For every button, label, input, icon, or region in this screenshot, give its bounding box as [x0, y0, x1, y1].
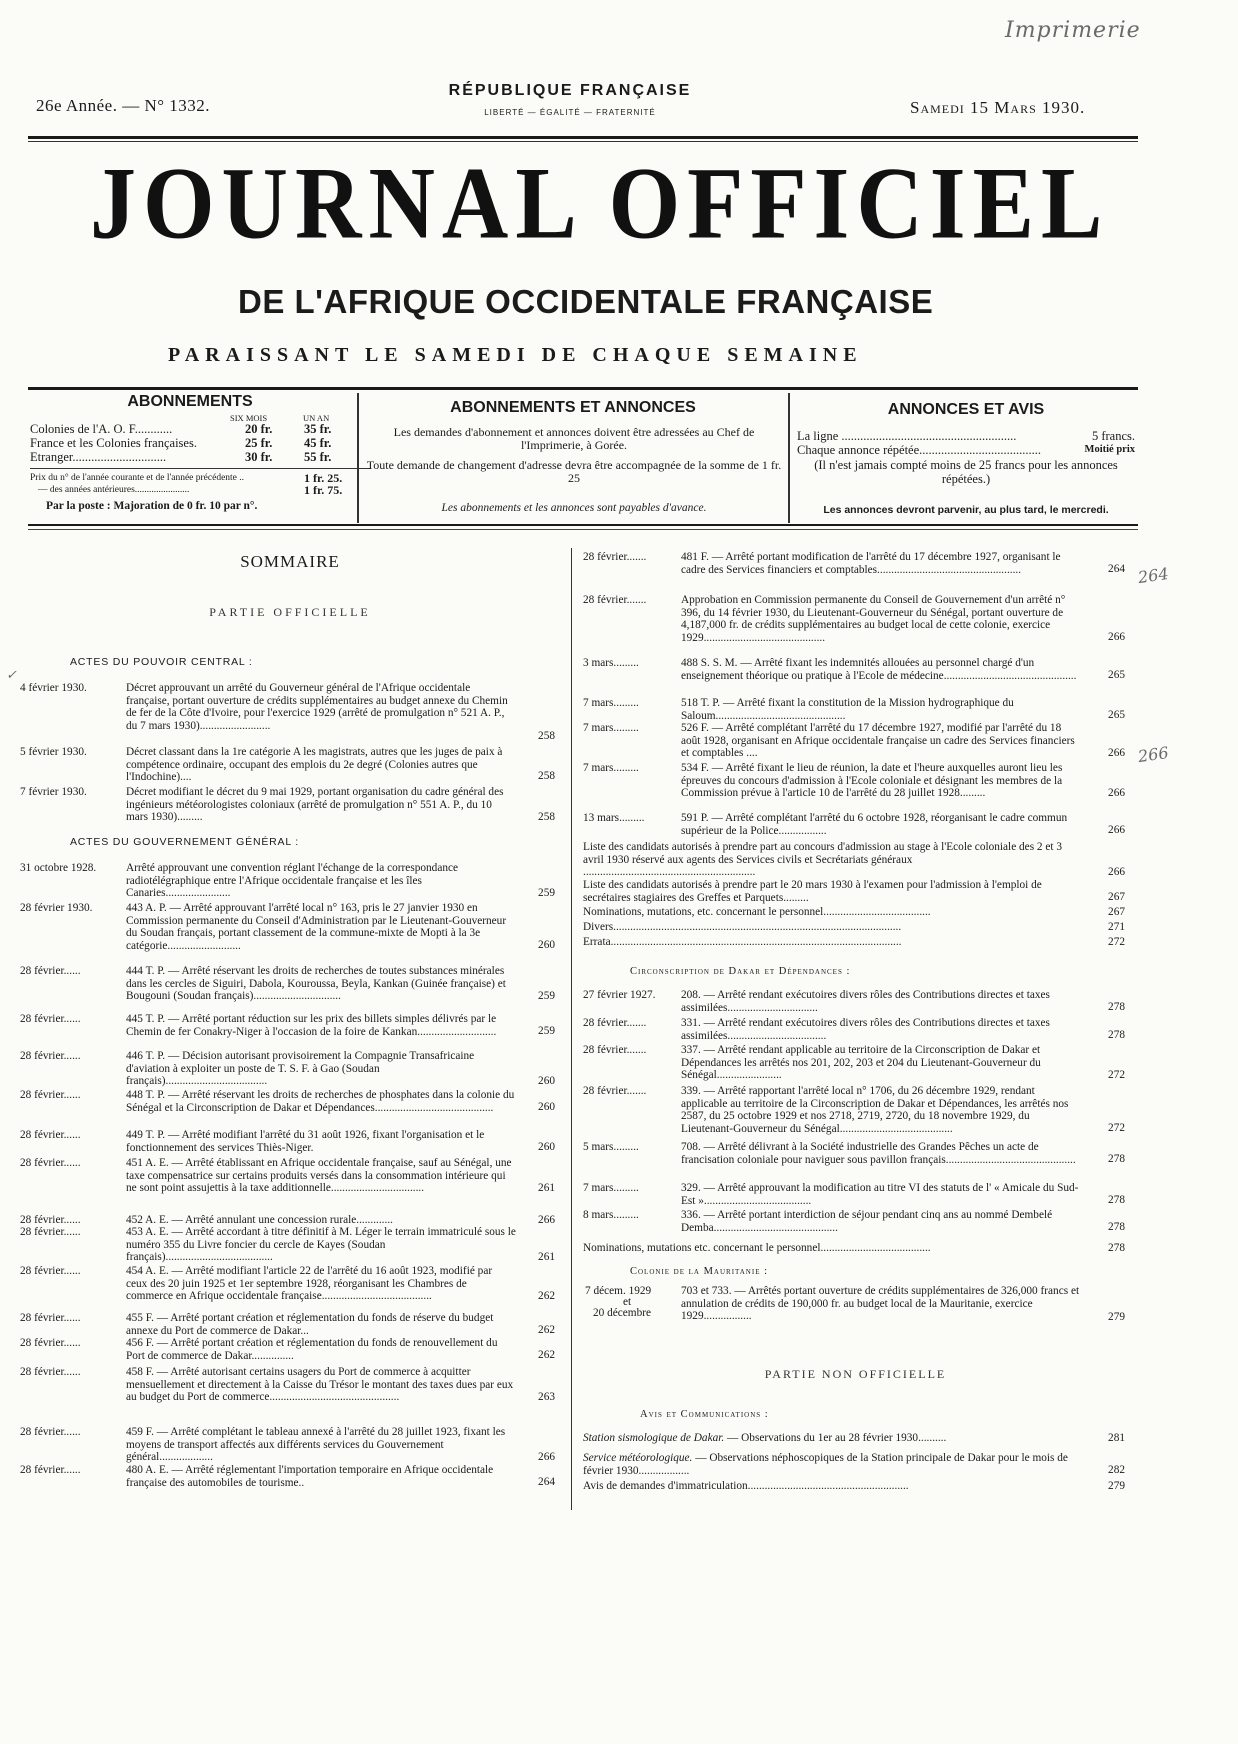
entry-text: 329. — Arrêté approuvant la modification au titre VI des statuts de l' « Amicale du Sud-Est »......................................	[681, 1182, 1079, 1207]
section-pouvoir-central: ACTES DU POUVOIR CENTRAL :	[70, 656, 253, 668]
entry-text: 454 A. E. — Arrêté modifiant l'article 22 de l'arrêté du 16 août 1923, modifié par ceux des 20 juin 1925 et 1er septembre 1928, réorganisant les Chambres de commerce en Afrique occidentale française.......................................	[126, 1265, 493, 1303]
entry-text: 488 S. S. M. — Arrêté fixant les indemnités allouées au personnel chargé d'un enseignement théorique ou pratique à l'Ecole de médecine...............................................	[681, 657, 1077, 682]
section-mauritanie: Colonie de la Mauritanie :	[630, 1266, 769, 1277]
row-an: 45 fr.	[304, 436, 332, 450]
entry-text: 518 T. P. — Arrêté fixant la constitution de la Mission hydrographique du Saloum..............................................	[681, 697, 1014, 722]
entry-page: 265	[1108, 669, 1125, 681]
tarif-repetee-label: Chaque annonce répétée.......................................	[797, 443, 1042, 457]
entry-date: 8 mars.........	[583, 1209, 639, 1221]
entry-date: 5 février 1930.	[20, 746, 87, 758]
box-abonnements	[30, 393, 370, 521]
entry-text: 455 F. — Arrêté portant création et réglementation du fonds de réserve du budget annexe du Port de commerce de Dakar...	[126, 1312, 494, 1337]
entry-text: 458 F. — Arrêté autorisant certains usagers du Port de commerce à acquitter mensuellement et directement à la Caisse du Trésor le montant des taxes dues par eux au budget du Port de commerce..............................................	[126, 1366, 514, 1404]
partie-officielle-title: PARTIE OFFICIELLE	[209, 605, 371, 619]
entry-page: 278	[1108, 1153, 1125, 1165]
entry-text: 451 A. E. — Arrêté établissant en Afrique occidentale française, sauf au Sénégal, une taxe compensatrice sur certains produits versés dans la consommation intérieure qui ne sont point assujettis à la taxe additionnelle.................................	[126, 1157, 512, 1195]
masthead-title: JOURNAL OFFICIEL	[90, 145, 1110, 261]
entry-date: 27 février 1927.	[583, 989, 656, 1001]
entry-text: 456 F. — Arrêté portant création et réglementation du fonds de renouvellement du Port de commerce de Dakar...............	[126, 1337, 498, 1362]
entry-date-3: 20 décembre	[593, 1307, 652, 1319]
entry-date: 13 mars.........	[583, 812, 645, 824]
row-label: Etranger..............................	[30, 450, 167, 464]
box-divider-1	[357, 393, 359, 523]
entry-page: 258	[538, 770, 555, 782]
entry-page: 282	[1108, 1464, 1125, 1476]
entry-date: 28 février.......	[583, 594, 647, 606]
entry-text: 708. — Arrêté délivrant à la Société industrielle des Grandes Pêches un acte de francisation coloniale pour naviguer sous pavillon français..............................................	[681, 1141, 1076, 1166]
prix-courante-value: 1 fr. 25.	[304, 471, 343, 485]
entry-page: 262	[538, 1324, 555, 1336]
entry-page: 260	[538, 939, 555, 951]
abonnements-rows	[30, 422, 370, 464]
entry-date: 28 février......	[20, 1129, 81, 1141]
entry-text: 452 A. E. — Arrêté annulant une concession rurale.............	[126, 1214, 393, 1226]
entry-date: 3 mars.........	[583, 657, 639, 669]
entry-text: Décret modifiant le décret du 9 mai 1929, portant organisation du cadre général des ingénieurs météorologistes coloniaux (arrêté de promulgation n° 551 A. P., du 10 mars 1930).........	[126, 786, 504, 824]
entry-page: 278	[1108, 1029, 1125, 1041]
tarif-minimum: (Il n'est jamais compté moins de 25 francs pour les annonces répétées.)	[814, 458, 1118, 486]
prix-numeros	[30, 472, 370, 496]
column-separator	[571, 548, 572, 1510]
boxes-rule-top	[28, 387, 1138, 390]
entry-page: 266	[1108, 824, 1125, 836]
entry-text: Errata.......................................................................................................	[583, 936, 902, 948]
entry-date: 7 mars.........	[583, 762, 639, 774]
entry-page: 258	[538, 811, 555, 823]
row-six: 25 fr.	[245, 436, 273, 450]
entry-page: 271	[1108, 921, 1125, 933]
poste-majoration: Par la poste : Majoration de 0 fr. 10 par n°.	[46, 500, 258, 512]
entry-page: 263	[538, 1391, 555, 1403]
tarif-ligne-value: 5 francs.	[1089, 429, 1135, 443]
prix-anterieures-value: 1 fr. 75.	[304, 483, 343, 497]
abonnement-row	[30, 436, 370, 450]
motto: LIBERTÉ — ÉGALITÉ — FRATERNITÉ	[484, 108, 656, 117]
entry-page: 278	[1108, 1001, 1125, 1013]
entry-text: 591 P. — Arrêté complétant l'arrêté du 6 octobre 1928, réorganisant le cadre commun supérieur de la Police.................	[681, 812, 1068, 837]
entry-date: 28 février.......	[583, 1085, 647, 1097]
section-gouvernement-general: ACTES DU GOUVERNEMENT GÉNÉRAL :	[70, 836, 300, 848]
row-six: 30 fr.	[245, 450, 273, 464]
entry-text: 449 T. P. — Arrêté modifiant l'arrêté du 31 août 1926, fixant l'organisation et le fonctionnement des services Thiès-Niger.	[126, 1129, 485, 1154]
abonnement-row	[30, 422, 370, 436]
row-label: Colonies de l'A. O. F............	[30, 422, 173, 436]
entry-page: 266	[1108, 866, 1125, 878]
entry-date: 28 février 1930.	[20, 902, 93, 914]
sommaire-entry	[20, 682, 555, 742]
entry-date: 28 février......	[20, 1366, 81, 1378]
entry-page: 272	[1108, 1069, 1125, 1081]
header-rule-top-2	[28, 141, 1138, 142]
entry-text: 446 T. P. — Décision autorisant provisoirement la Compagnie Transafricaine d'aviation à exploiter un poste de T. S. F. à Gao (Soudan français)....................................	[126, 1050, 475, 1088]
entry-page: 264	[538, 1476, 555, 1488]
entry-page: 279	[1108, 1311, 1125, 1323]
entry-page: 262	[538, 1290, 555, 1302]
entry-page: 264	[1108, 563, 1125, 575]
entry-text: Nominations, mutations, etc. concernant le personnel......................................	[583, 906, 931, 918]
entry-text: 526 F. — Arrêté complétant l'arrêté du 17 décembre 1927, modifié par l'arrêté du 18 août 1928, organisant en Afrique occidentale française un cadre des Services financiers et comptables ....	[681, 722, 1075, 760]
boxes-rule-bottom	[28, 524, 1138, 526]
prix-anterieures-label: — des années antérieures.......................	[38, 485, 190, 495]
abonnements-divider	[30, 468, 370, 469]
entry-page: 278	[1108, 1194, 1125, 1206]
entry-text: 445 T. P. — Arrêté portant réduction sur les prix des billets simples délivrés par le Chemin de fer Conakry-Niger à l'occasion de la foire de Kankan............................	[126, 1013, 497, 1038]
entry-page: 278	[1108, 1221, 1125, 1233]
partie-non-officielle-title: PARTIE NON OFFICIELLE	[764, 1367, 947, 1381]
col-six-mois: SIX MOIS	[230, 413, 268, 423]
entry-text: 703 et 733. — Arrêtés portant ouverture de crédits supplémentaires de 326,000 francs et annulation de crédits de 190,000 fr. au budget local de la Mauritanie, exercice 1929.................	[681, 1285, 1080, 1323]
entry-date: 28 février......	[20, 1337, 81, 1349]
republic-label: RÉPUBLIQUE FRANÇAISE	[448, 82, 692, 99]
box-abonnements-annonces-title: ABONNEMENTS ET ANNONCES	[450, 399, 696, 416]
entry-label: Service météorologique.	[583, 1452, 696, 1464]
entry-page: 267	[1108, 906, 1125, 918]
header-rule-top	[28, 136, 1138, 139]
tarif-ligne-label: La ligne ........................................................	[797, 429, 1017, 443]
entry-text: Décret classant dans la 1re catégorie A les magistrats, autres que les juges de paix à compétence ordinaire, occupant des emplois du 2e degré (Colonies autres que l'Indochine)....	[126, 746, 503, 784]
sommaire-entry	[20, 746, 555, 786]
entry-page: 266	[538, 1214, 555, 1226]
entry-page: 266	[1108, 631, 1125, 643]
entry-date: 28 février.......	[583, 551, 647, 563]
entry-text: 448 T. P. — Arrêté réservant les droits de recherches de phosphates dans la colonie du Sénégal et la Circonscription de Dakar et Dépendances..........................................	[126, 1089, 515, 1114]
entry-page: 259	[538, 1025, 555, 1037]
box-annonces-avis-title: ANNONCES ET AVIS	[887, 401, 1045, 418]
entry-page: 281	[1108, 1432, 1125, 1444]
entry-date: 28 février......	[20, 965, 81, 977]
entry-date: 28 février.......	[583, 1044, 647, 1056]
entry-text: 337. — Arrêté rendant applicable au territoire de la Circonscription de Dakar et Dépendances les arrêtés nos 201, 202, 203 et 204 du Lieutenant-Gouverneur du Sénégal.......................	[681, 1044, 1041, 1082]
entry-text: 443 A. P. — Arrêté approuvant l'arrêté local n° 163, pris le 27 janvier 1930 en Commission permanente du Conseil d'Administration par le Lieutenant-Gouverneur du Soudan français, portant classement de la commune-mixte de Mopti à la 3e catégorie..........................	[126, 902, 507, 952]
issue-number: 26e Année. — N° 1332.	[36, 96, 211, 115]
entry-page: 259	[538, 887, 555, 899]
tarif-ligne	[797, 429, 1135, 443]
tarif-delai: Les annonces devront parvenir, au plus tard, le mercredi.	[823, 504, 1109, 516]
entry-date: 5 mars.........	[583, 1141, 639, 1153]
entry-text: Station sismologique de Dakar. — Observations du 1er au 28 février 1930..........	[583, 1432, 947, 1444]
handwritten-margin-mark: ✓	[6, 668, 17, 683]
entry-page: 260	[538, 1075, 555, 1087]
entry-date: 7 mars.........	[583, 1182, 639, 1194]
entry-date: 28 février.......	[583, 1017, 647, 1029]
entry-text: Décret approuvant un arrêté du Gouverneur général de l'Afrique occidentale française, portant ouverture de crédits supplémentaires au budget annexe du Chemin de fer de la Côte d'Ivoire, pour l'exercice 1929 (arrêté de promulgation n° 521 A. P., du 7 mars 1930).........................	[126, 682, 508, 732]
entry-date: 28 février......	[20, 1464, 81, 1476]
entry-text: 208. — Arrêté rendant exécutoires divers rôles des Contributions directes et taxes assimilées................................	[681, 989, 1050, 1014]
issue-date: Samedi 15 Mars 1930.	[910, 98, 1086, 117]
entry-page: 279	[1108, 1480, 1125, 1492]
abonnement-row	[30, 450, 370, 464]
entry-page: 266	[1108, 787, 1125, 799]
entry-text: 444 T. P. — Arrêté réservant les droits de recherches de toutes substances minérales dans les cercles de Siguiri, Dabola, Kouroussa, Beyla, Kankan (Guinée française) et Bougouni (Soudan français)...............................	[126, 965, 506, 1003]
entry-date: 28 février......	[20, 1214, 81, 1226]
entry-date-1: 7 décem. 1929	[585, 1285, 652, 1297]
entry-date: 7 mars.........	[583, 697, 639, 709]
entry-text: Divers......................................................................................................	[583, 921, 902, 933]
boxes-rule-bottom-2	[28, 529, 1138, 530]
entry-page: 260	[538, 1101, 555, 1113]
row-label: France et les Colonies françaises.	[30, 436, 197, 450]
entry-date-2: et	[623, 1296, 632, 1308]
annonces-adresse: Les demandes d'abonnement et annonces doivent être adressées au Chef de l'Imprimerie, à Gorée.	[393, 425, 755, 452]
entry-page: 261	[538, 1182, 555, 1194]
row-six: 20 fr.	[245, 422, 273, 436]
entry-page: 262	[538, 1349, 555, 1361]
entry-text: Approbation en Commission permanente du Conseil de Gouvernement d'un arrêté n° 396, du 14 février 1930, du Lieutenant-Gouverneur du Sénégal, portant ouverture de 4,187,000 fr. de crédits supplémentaires au budget local de cette colonie, exercice 1929...........................................	[681, 594, 1066, 644]
entry-text: Nominations, mutations etc. concernant le personnel.......................................	[583, 1242, 931, 1254]
entry-text: 480 A. E. — Arrêté réglementant l'importation temporaire en Afrique occidentale française des automobiles de tourisme..	[126, 1464, 494, 1489]
entry-date: 28 février......	[20, 1157, 81, 1169]
tarif-repetee-value: Moitié prix	[1082, 443, 1135, 457]
entry-date: 4 février 1930.	[20, 682, 87, 694]
entry-page: 272	[1108, 1122, 1125, 1134]
entry-text: Service météorologique. — Observations néphoscopiques de la Station principale de Dakar pour le mois de février 1930..................	[583, 1452, 1068, 1477]
tarif-repetee	[797, 443, 1135, 457]
section-avis: Avis et Communications :	[640, 1409, 769, 1420]
entry-page: 266	[1108, 747, 1125, 759]
entry-date: 7 février 1930.	[20, 786, 87, 798]
entry-text: 453 A. E. — Arrêté accordant à titre définitif à M. Léger le terrain immatriculé sous le numéro 355 du Livre foncier du cercle de Kayes (Soudan français)......................................	[126, 1226, 516, 1264]
sommaire-entry	[583, 1285, 1128, 1327]
section-dakar: Circonscription de Dakar et Dépendances :	[630, 966, 851, 977]
row-an: 55 fr.	[304, 450, 332, 464]
entry-page: 258	[538, 730, 555, 742]
entry-text: Arrêté approuvant une convention réglant l'échange de la correspondance radiotélégraphique entre l'Afrique occidentale française et les îles Canaries.......................	[126, 862, 459, 900]
handwritten-margin-note: 266	[1136, 742, 1170, 767]
entry-text: 534 F. — Arrêté fixant le lieu de réunion, la date et l'heure auxquelles auront lieu les épreuves du concours d'admission à l'Ecole coloniale et désignant les membres de la Commission prévue à l'article 10 de l'arrêté du 28 juillet 1928.........	[681, 762, 1063, 800]
row-an: 35 fr.	[304, 422, 332, 436]
entry-page: 259	[538, 990, 555, 1002]
annonces-payables: Les abonnements et les annonces sont payables d'avance.	[441, 502, 707, 514]
sommaire-title: SOMMAIRE	[240, 552, 340, 571]
box-annonces-avis	[795, 393, 1137, 521]
entry-date: 28 février......	[20, 1265, 81, 1277]
entry-date: 28 février......	[20, 1089, 81, 1101]
entry-date: 28 février......	[20, 1013, 81, 1025]
box-abonnements-title: ABONNEMENTS	[127, 393, 253, 410]
entry-page: 267	[1108, 891, 1125, 903]
entry-text: 459 F. — Arrêté complétant le tableau annexé à l'arrêté du 28 juillet 1923, fixant les moyens de transport affectés aux différents services du Gouvernement général...................	[126, 1426, 506, 1464]
entry-date: 28 février......	[20, 1050, 81, 1062]
entry-text: Liste des candidats autorisés à prendre part le 20 mars 1930 à l'examen pour l'admission à l'emploi de secrétaires stagiaires des Greffes et Parquets.........	[583, 879, 1042, 904]
publication-frequency: PARAISSANT LE SAMEDI DE CHAQUE SEMAINE	[168, 344, 863, 366]
entry-page: 260	[538, 1141, 555, 1153]
entry-page: 261	[538, 1251, 555, 1263]
prix-courante-label: Prix du n° de l'année courante et de l'année précédente ..	[30, 473, 245, 483]
col-un-an: UN AN	[303, 413, 330, 423]
box-abonnements-annonces	[362, 393, 784, 521]
entry-label: Station sismologique de Dakar.	[583, 1432, 728, 1444]
sommaire-entry	[20, 786, 555, 826]
entry-text: 481 F. — Arrêté portant modification de l'arrêté du 17 décembre 1927, organisant le cadre des Services financiers et comptables...................................................	[681, 551, 1061, 576]
handwritten-note: Imprimerie	[1005, 18, 1141, 43]
entry-text: Avis de demandes d'immatriculation.........................................................	[583, 1480, 909, 1492]
entry-page: 272	[1108, 936, 1125, 948]
nominations-entry	[583, 1242, 1128, 1256]
handwritten-margin-note: 264	[1136, 563, 1170, 588]
entry-date: 31 octobre 1928.	[20, 862, 97, 874]
masthead-subtitle: DE L'AFRIQUE OCCIDENTALE FRANÇAISE	[238, 283, 934, 320]
entry-page: 265	[1108, 709, 1125, 721]
box-divider-2	[788, 393, 790, 523]
entry-text: 339. — Arrêté rapportant l'arrêté local n° 1706, du 26 décembre 1929, rendant applicable au territoire de la Circonscription de Dakar et Dépendances, les arrêtés nos 2587, du 25 octobre 1929 et nos 2718, 2719, 2720, du 18 novembre 1929, du Lieutenant-Gouverneur du Sénégal........................................	[681, 1085, 1069, 1135]
entry-date: 28 février......	[20, 1226, 81, 1238]
entry-text: 336. — Arrêté portant interdiction de séjour pendant cinq ans au nommé Dembelé Demba............................................	[681, 1209, 1053, 1234]
entry-date: 28 février......	[20, 1312, 81, 1324]
entry-text: Liste des candidats autorisés à prendre part au concours d'admission au stage à l'Ecole coloniale des 2 et 3 avril 1930 réservé aux agents des Services civils et Secrétariats généraux .............................................................	[583, 841, 1063, 879]
entry-text: 331. — Arrêté rendant exécutoires divers rôles des Contributions directes et taxes assimilées...................................	[681, 1017, 1050, 1042]
entry-page: 266	[538, 1451, 555, 1463]
entry-page: 278	[1108, 1242, 1125, 1254]
annonces-changement: Toute demande de changement d'adresse devra être accompagnée de la somme de 1 fr. 25	[366, 458, 782, 485]
entry-date: 7 mars.........	[583, 722, 639, 734]
entry-date: 28 février......	[20, 1426, 81, 1438]
